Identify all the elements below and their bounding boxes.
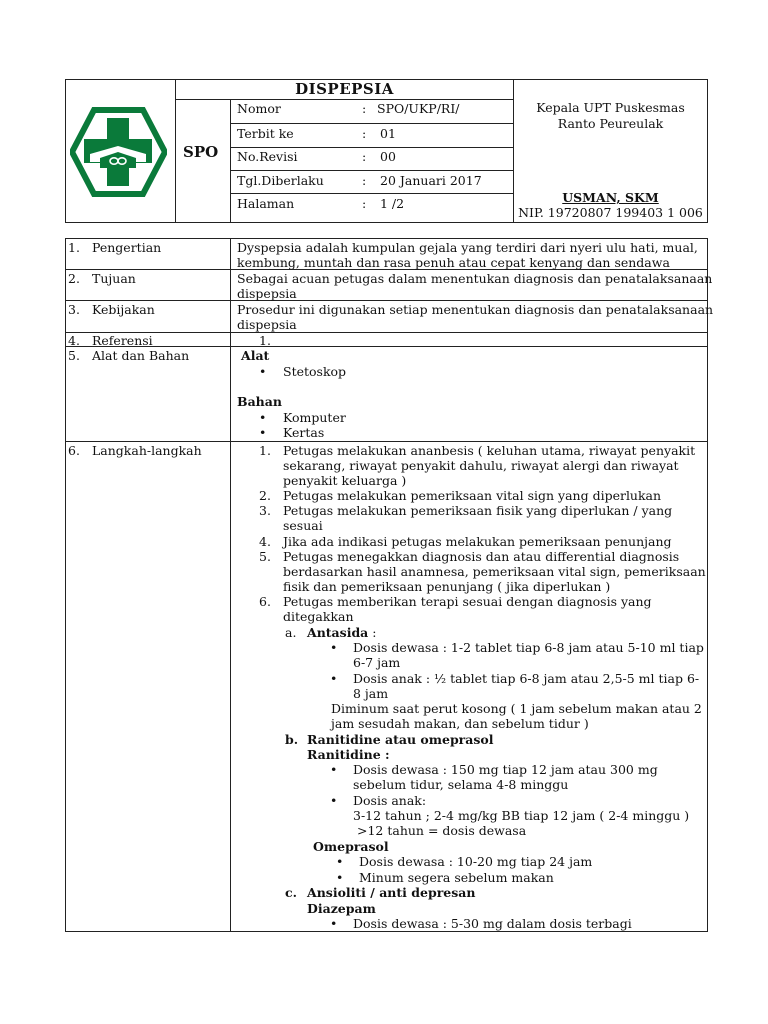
bullet-icon: • (330, 916, 338, 931)
section-label-langkah: Langkah-langkah (92, 443, 202, 458)
section-number: 1. (68, 240, 80, 255)
signer-nip: NIP. 19720807 199403 1 006 (518, 205, 703, 220)
ranitidine-heading: Ranitidine atau omeprasol (307, 732, 494, 747)
section-label-pengertian: Pengertian (92, 240, 162, 255)
section-number: 6. (68, 443, 80, 458)
meta-label-nomor: Nomor (237, 101, 281, 116)
step-number: 1. (259, 443, 271, 458)
sub-mark: a. (285, 625, 297, 640)
step-text: penyakit keluarga ) (283, 473, 407, 488)
dose-text: Minum segera sebelum makan (359, 870, 554, 885)
meta-value-tgl: 20 Januari 2017 (380, 173, 482, 188)
bullet-icon: • (259, 425, 267, 440)
ranitidine-subheading: Ranitidine : (307, 747, 390, 762)
puskesmas-logo (70, 106, 167, 198)
bullet-icon: • (259, 410, 267, 425)
note-text: jam sesudah makan, dan sebelum tidur ) (331, 716, 589, 731)
step-number: 5. (259, 549, 271, 564)
section-number: 4. (68, 333, 80, 348)
bahan-item: Komputer (283, 410, 346, 425)
dose-text: Dosis dewasa : 10-20 mg tiap 24 jam (359, 854, 593, 869)
step-text: Petugas menegakkan diagnosis dan atau differential diagnosis (283, 549, 680, 564)
meta-value-terbit: 01 (380, 126, 396, 141)
step-text: Jika ada indikasi petugas melakukan pemeriksaan penunjang (283, 534, 672, 549)
omeprasol-heading: Omeprasol (313, 839, 389, 854)
pengertian-text: kembung, muntah dan rasa penuh atau cepat kenyang dan sendawa (237, 255, 670, 270)
bahan-heading: Bahan (237, 394, 282, 409)
kebijakan-text: Prosedur ini digunakan setiap menentukan diagnosis dan penatalaksanaan (237, 302, 714, 317)
dose-text: Dosis anak: (353, 793, 427, 808)
section-number: 5. (68, 348, 80, 363)
pengertian-text: Dyspepsia adalah kumpulan gejala yang terdiri dari nyeri ulu hati, mual, (237, 240, 698, 255)
bullet-icon: • (330, 671, 338, 686)
step-text: berdasarkan hasil anamnesa, pemeriksaan vital sign, pemeriksaan (283, 564, 706, 579)
bullet-icon: • (259, 364, 267, 379)
document-title: DISPEPSIA (295, 80, 394, 98)
meta-colon: : (362, 196, 367, 211)
alat-heading: Alat (241, 348, 270, 363)
tujuan-text: Sebagai acuan petugas dalam menentukan diagnosis dan penatalaksanaan (237, 271, 713, 286)
sub-mark: c. (285, 885, 297, 900)
spo-label: SPO (183, 143, 219, 161)
dose-text: Dosis dewasa : 1-2 tablet tiap 6-8 jam atau 5-10 ml tiap (353, 640, 704, 655)
dose-text: 8 jam (353, 686, 389, 701)
tujuan-text: dispepsia (237, 286, 297, 301)
dose-text: Dosis dewasa : 5-30 mg dalam dosis terbagi (353, 916, 632, 931)
referensi-item: 1. (259, 333, 271, 348)
step-text: Petugas melakukan ananbesis ( keluhan utama, riwayat penyakit (283, 443, 696, 458)
step-text: fisik dan pemeriksaan penunjang ( jika diperlukan ) (283, 579, 611, 594)
step-text: sekarang, riwayat penyakit dahulu, riwayat alergi dan riwayat (283, 458, 679, 473)
meta-value-revisi: 00 (380, 149, 396, 164)
meta-value-halaman: 1 /2 (380, 196, 405, 211)
alat-item: Stetoskop (283, 364, 347, 379)
section-label-tujuan: Tujuan (92, 271, 136, 286)
section-number: 3. (68, 302, 80, 317)
dose-text: Dosis dewasa : 150 mg tiap 12 jam atau 300 mg (353, 762, 658, 777)
dose-text: sebelum tidur, selama 4-8 minggu (353, 777, 569, 792)
dose-text: >12 tahun = dosis dewasa (357, 823, 527, 838)
bullet-icon: • (330, 640, 338, 655)
section-label-alat-bahan: Alat dan Bahan (92, 348, 190, 363)
dose-text: 6-7 jam (353, 655, 401, 670)
bullet-icon: • (336, 854, 344, 869)
meta-colon: : (362, 126, 367, 141)
step-number: 6. (259, 594, 271, 609)
section-label-referensi: Referensi (92, 333, 153, 348)
antasida-colon: : (368, 625, 377, 640)
bullet-icon: • (336, 870, 344, 885)
diazepam-heading: Diazepam (307, 901, 376, 916)
head-office-line1: Kepala UPT Puskesmas (536, 100, 685, 115)
meta-colon: : (362, 173, 367, 188)
step-text: sesuai (283, 518, 323, 533)
section-number: 2. (68, 271, 80, 286)
meta-colon: : (362, 101, 367, 116)
step-text: Petugas melakukan pemeriksaan vital sign yang diperlukan (283, 488, 662, 503)
head-office-line2: Ranto Peureulak (557, 116, 664, 131)
sub-mark: b. (285, 732, 299, 747)
dose-text: Dosis anak : ½ tablet tiap 6-8 jam atau 2,5-5 ml tiap 6- (353, 671, 700, 686)
section-label-kebijakan: Kebijakan (92, 302, 155, 317)
meta-value-nomor: SPO/UKP/RI/ (377, 101, 460, 116)
meta-label-tgl: Tgl.Diberlaku (237, 173, 324, 188)
bullet-icon: • (330, 762, 338, 777)
meta-label-terbit: Terbit ke (237, 126, 294, 141)
ansioliti-heading: Ansioliti / anti depresan (307, 885, 476, 900)
step-number: 2. (259, 488, 271, 503)
kebijakan-text: dispepsia (237, 317, 297, 332)
meta-colon: : (362, 149, 367, 164)
signer-name: USMAN, SKM (562, 190, 659, 205)
step-number: 3. (259, 503, 271, 518)
bullet-icon: • (330, 793, 338, 808)
step-number: 4. (259, 534, 271, 549)
note-text: Diminum saat perut kosong ( 1 jam sebelum makan atau 2 (331, 701, 702, 716)
meta-label-revisi: No.Revisi (237, 149, 298, 164)
antasida-heading: Antasida (307, 625, 369, 640)
step-text: Petugas memberikan terapi sesuai dengan diagnosis yang (283, 594, 652, 609)
step-text: Petugas melakukan pemeriksaan fisik yang diperlukan / yang (283, 503, 673, 518)
meta-label-halaman: Halaman (237, 196, 295, 211)
step-text: ditegakkan (283, 609, 354, 624)
dose-text: 3-12 tahun ; 2-4 mg/kg BB tiap 12 jam ( 2-4 minggu ) (353, 808, 690, 823)
bahan-item: Kertas (283, 425, 325, 440)
